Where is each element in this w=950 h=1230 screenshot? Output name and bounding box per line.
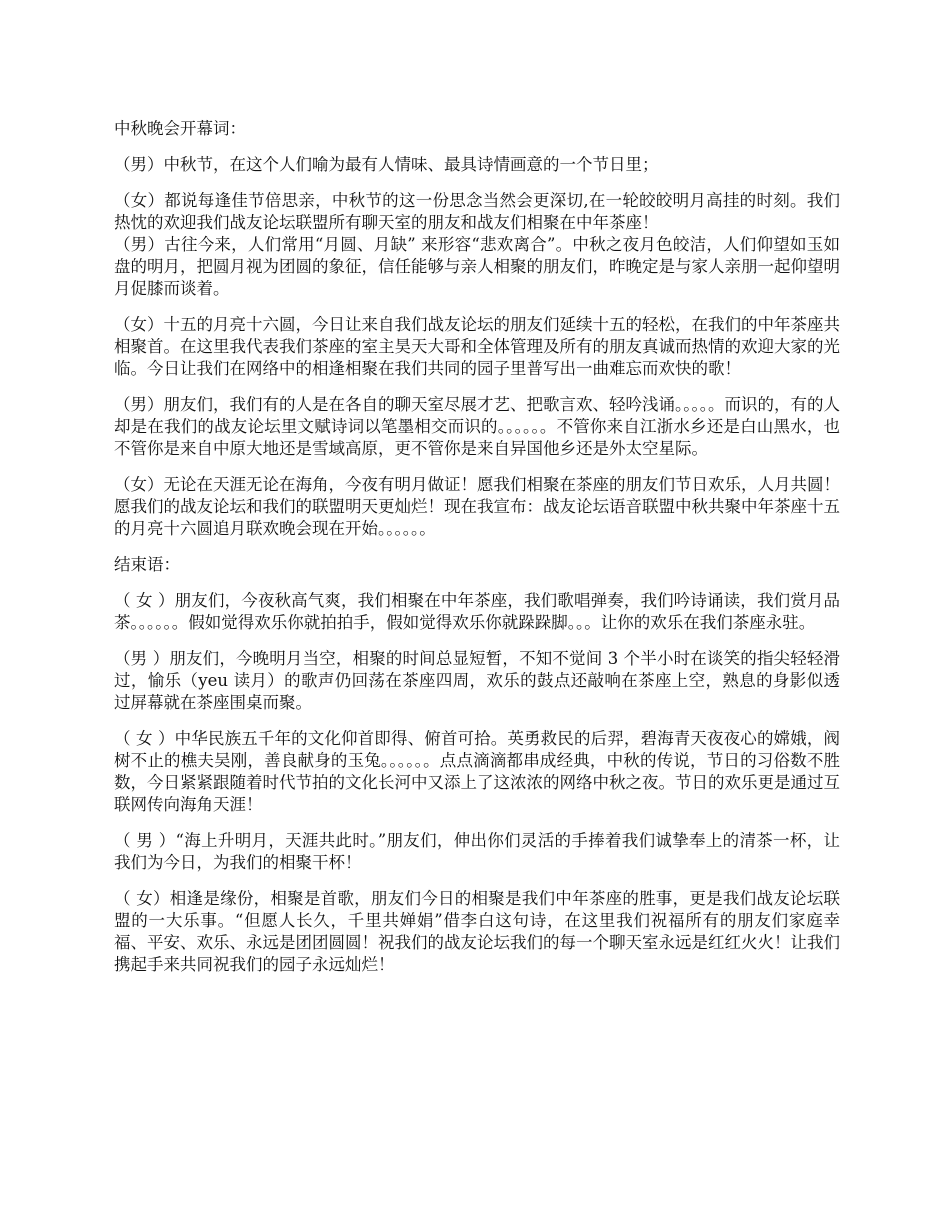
paragraph: （ 女 ）中华民族五千年的文化仰首即得、俯首可拾。英勇救民的后羿，碧海青天夜夜心的嫦娥，阀树不止的樵夫吴刚，善良献身的玉兔。。。。。。点点滴滴都串成经典，中秋的传说，节日的习俗数不胜数，今日紧紧跟随着时代节拍的文化长河中又添上了这浓浓的网络中秋之夜。节日的欢乐更是通过互联网传向海角天涯！ bbox=[114, 729, 840, 814]
closing-title: 结束语： bbox=[114, 555, 180, 574]
paragraph: （女）十五的月亮十六圆，今日让来自我们战友论坛的朋友们延续十五的轻松，在我们的中年茶座共相聚首。在这里我代表我们茶座的室主昊天大哥和全体管理及所有的朋友真诚而热情的欢迎大家的光临。今日让我们在网络中的相逢相聚在我们共同的园子里普写出一曲难忘而欢快的歌！ bbox=[114, 315, 840, 378]
paragraph: （ 女 ）朋友们，今夜秋高气爽，我们相聚在中年茶座，我们歌唱弹奏，我们吟诗诵读，我们赏月品茶。。。。。。假如觉得欢乐你就拍拍手，假如觉得欢乐你就跺跺脚。。。让你的欢乐在我们茶座永驻。 bbox=[114, 591, 840, 632]
opening-title: 中秋晚会开幕词： bbox=[114, 119, 246, 138]
paragraph: （男 ）朋友们，今晚明月当空，相聚的时间总显短暂，不知不觉间 3 个半小时在谈笑的指尖轻轻滑过，愉乐（yeu 读月）的歌声仍回荡在茶座四周，欢乐的鼓点还敲响在茶座上空，熟息的身影似透过屏幕就在茶座围桌而聚。 bbox=[114, 649, 840, 712]
paragraph: （男）古往今来，人们常用“月圆、月缺” 来形容“悲欢离合”。中秋之夜月色皎洁，人们仰望如玉如盘的明月，把圆月视为团圆的象征，信任能够与亲人相聚的朋友们，昨晚定是与家人亲朋一起仰望明月促膝而谈着。 bbox=[114, 235, 840, 298]
paragraph: （男）中秋节，在这个人们喻为最有人情味、最具诗情画意的一个节日里； bbox=[114, 155, 659, 174]
document-page bbox=[114, 118, 840, 990]
paragraph: （ 男 ）“海上升明月，天涯共此时。”朋友们，伸出你们灵活的手捧着我们诚挚奉上的清茶一杯，让我们为今日，为我们的相聚干杯！ bbox=[114, 831, 840, 872]
paragraph: （ 女）相逢是缘份，相聚是首歌，朋友们今日的相聚是我们中年茶座的胜事，更是我们战友论坛联盟的一大乐事。“但愿人长久，千里共婵娟”借李白这句诗，在这里我们祝福所有的朋友们家庭幸福、平安、欢乐、永远是团团圆圆！祝我们的战友论坛我们的每一个聊天室永远是红红火火！让我们携起手来共同祝我们的园子永远灿烂！ bbox=[114, 889, 840, 974]
paragraph: （女）无论在天涯无论在海角，今夜有明月做证！愿我们相聚在茶座的朋友们节日欢乐，人月共圆！愿我们的战友论坛和我们的联盟明天更灿烂！现在我宣布：战友论坛语音联盟中秋共聚中年茶座十五的月亮十六圆追月联欢晚会现在开始。。。。。。 bbox=[114, 475, 840, 538]
paragraph: （女）都说每逢佳节倍思亲，中秋节的这一份思念当然会更深切,在一轮皎皎明月高挂的时刻。我们热忱的欢迎我们战友论坛联盟所有聊天室的朋友和战友们相聚在中年茶座！ bbox=[114, 191, 840, 232]
paragraph: （男）朋友们，我们有的人是在各自的聊天室尽展才艺、把歌言欢、轻吟浅诵。。。。。而识的，有的人却是在我们的战友论坛里文赋诗词以笔墨相交而识的。。。。。。不管你来自江浙水乡还是白山黑水，也不管你是来自中原大地还是雪域高原，更不管你是来自异国他乡还是外太空星际。 bbox=[114, 395, 840, 458]
